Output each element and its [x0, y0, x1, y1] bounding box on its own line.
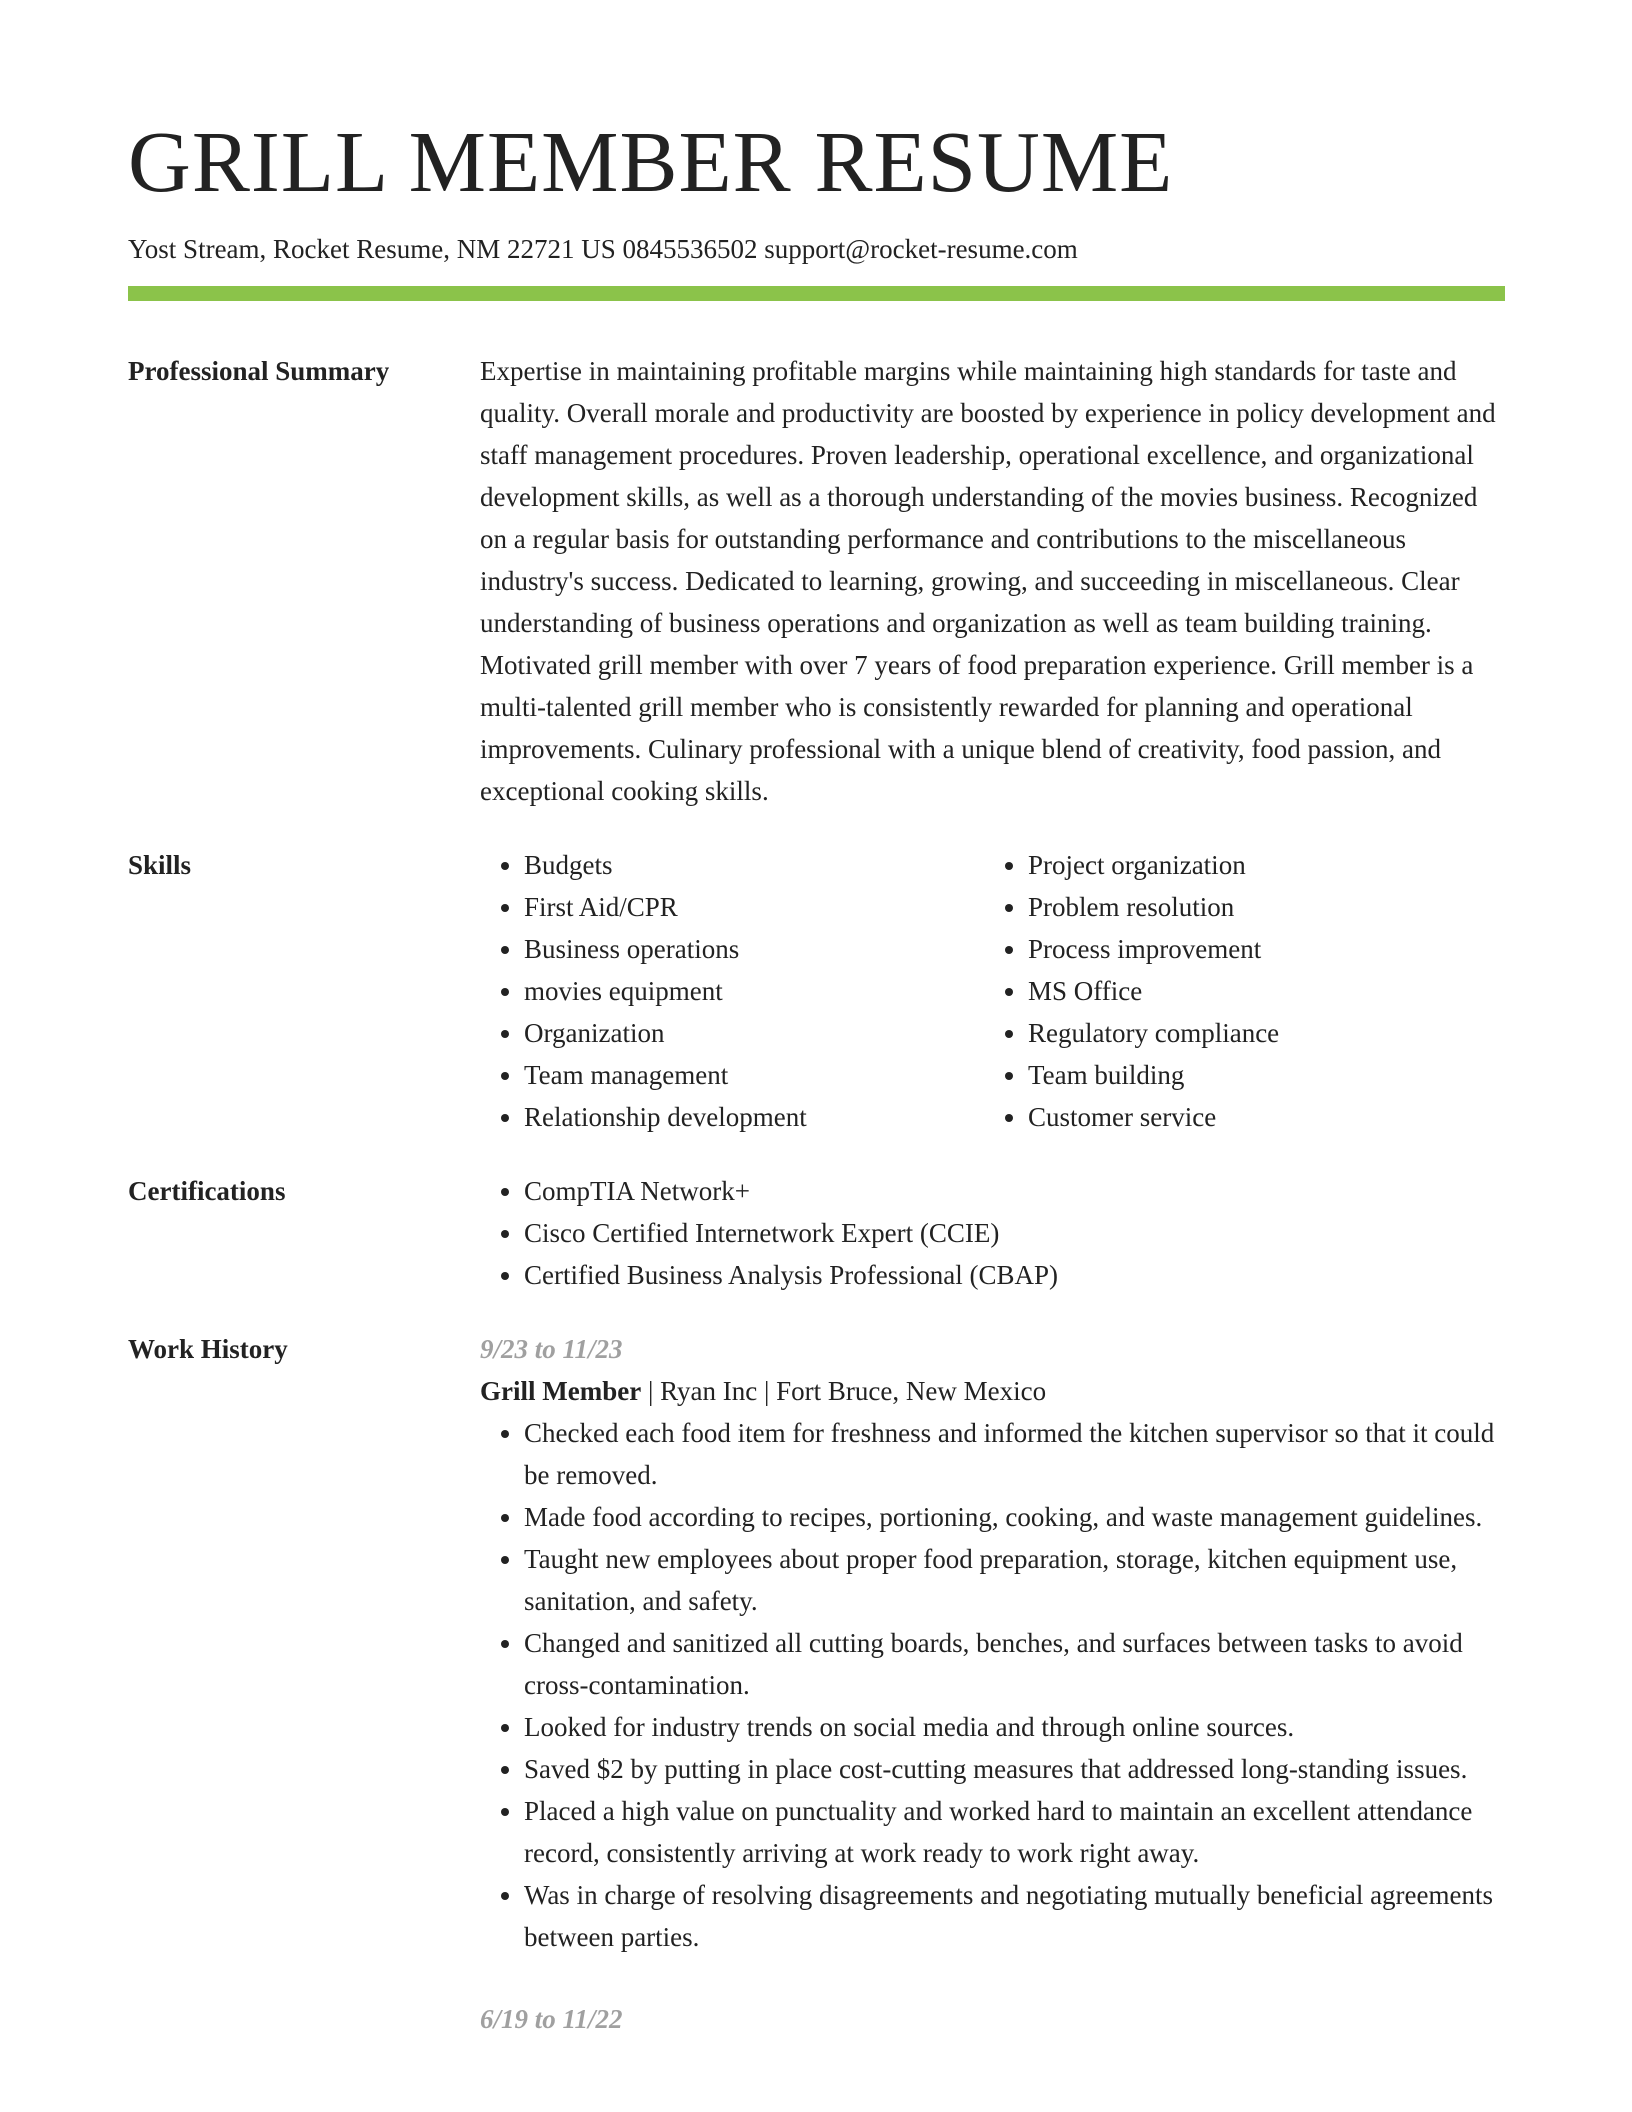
- skill-item: • Problem resolution: [1028, 886, 1505, 928]
- skill-item: • Team building: [1028, 1054, 1505, 1096]
- job-bullet: • Checked each food item for freshness and informed the kitchen supervisor so that it could be removed.: [524, 1412, 1505, 1496]
- skills-column-left: [480, 844, 984, 1138]
- header-divider: [128, 286, 1505, 301]
- certifications-list: [480, 1170, 1505, 1296]
- skills-body: [480, 844, 1505, 1138]
- job-details: | Ryan Inc | Fort Bruce, New Mexico: [641, 1376, 1047, 1406]
- job-dates: 6/19 to 11/22: [480, 2004, 623, 2034]
- summary-body: [480, 350, 1505, 812]
- skill-item: • Business operations: [524, 928, 984, 970]
- skill-item: • Regulatory compliance: [1028, 1012, 1505, 1054]
- resume-title: GRILL MEMBER RESUME: [128, 113, 1174, 210]
- job-entry: [480, 1998, 1505, 2040]
- job-entry: [480, 1328, 1505, 1958]
- contact-info: Yost Stream, Rocket Resume, NM 22721 US 0845536502 support@rocket-resume.com: [128, 234, 1078, 264]
- work-history-label: Work History: [128, 1334, 288, 1364]
- job-bullet: • Placed a high value on punctuality and worked hard to maintain an excellent attendance record, consistently arriving at work ready to work right away.: [524, 1790, 1505, 1874]
- certifications-label: Certifications: [128, 1176, 286, 1206]
- skill-item: • Team management: [524, 1054, 984, 1096]
- skill-item: • Relationship development: [524, 1096, 984, 1138]
- skills-label: Skills: [128, 850, 192, 880]
- skills-columns: [480, 844, 1505, 1138]
- work-history-body: [480, 1328, 1505, 2040]
- job-bullet: • Made food according to recipes, portioning, cooking, and waste management guidelines.: [524, 1496, 1505, 1538]
- job-bullet-list: [480, 1412, 1505, 1958]
- skill-item: • Budgets: [524, 844, 984, 886]
- skills-column-right: [984, 844, 1505, 1138]
- job-bullet: • Taught new employees about proper food preparation, storage, kitchen equipment use, sanitation, and safety.: [524, 1538, 1505, 1622]
- certifications-body: [480, 1170, 1505, 1296]
- job-bullet: • Saved $2 by putting in place cost-cutting measures that addressed long-standing issues.: [524, 1748, 1505, 1790]
- certification-item: • CompTIA Network+: [524, 1170, 1505, 1212]
- skill-item: • Project organization: [1028, 844, 1505, 886]
- job-bullet: • Changed and sanitized all cutting boards, benches, and surfaces between tasks to avoid cross-contamination.: [524, 1622, 1505, 1706]
- skills-list-right: [984, 844, 1505, 1138]
- job-title: Grill Member: [480, 1376, 642, 1406]
- summary-label: Professional Summary: [128, 356, 390, 386]
- skill-item: • Customer service: [1028, 1096, 1505, 1138]
- skill-item: • MS Office: [1028, 970, 1505, 1012]
- job-bullet: • Looked for industry trends on social media and through online sources.: [524, 1706, 1505, 1748]
- skill-item: • Organization: [524, 1012, 984, 1054]
- skill-item: • First Aid/CPR: [524, 886, 984, 928]
- skill-item: • Process improvement: [1028, 928, 1505, 970]
- skills-list-left: [480, 844, 984, 1138]
- summary-text: Expertise in maintaining profitable margins while maintaining high standards for taste and quality. Overall morale and productivity are boosted by experience in policy development and staff management procedures. Proven leadership, operational excellence, and organizational development skills, as well as a thorough understanding of the movies business. Recognized on a regular basis for outstanding performance and contributions to the miscellaneous industry's success. Dedicated to learning, growing, and succeeding in miscellaneous. Clear understanding of business operations and organization as well as team building training. Motivated grill member with over 7 years of food preparation experience. Grill member is a multi-talented grill member who is consistently rewarded for planning and operational improvements. Culinary professional with a unique blend of creativity, food passion, and exceptional cooking skills.: [480, 356, 1496, 806]
- skill-item: • movies equipment: [524, 970, 984, 1012]
- job-bullet: • Was in charge of resolving disagreements and negotiating mutually beneficial agreements between parties.: [524, 1874, 1505, 1958]
- certification-item: • Cisco Certified Internetwork Expert (CCIE): [524, 1212, 1505, 1254]
- job-heading: [480, 1370, 1505, 1412]
- job-dates: 9/23 to 11/23: [480, 1334, 623, 1364]
- certification-item: • Certified Business Analysis Professional (CBAP): [524, 1254, 1505, 1296]
